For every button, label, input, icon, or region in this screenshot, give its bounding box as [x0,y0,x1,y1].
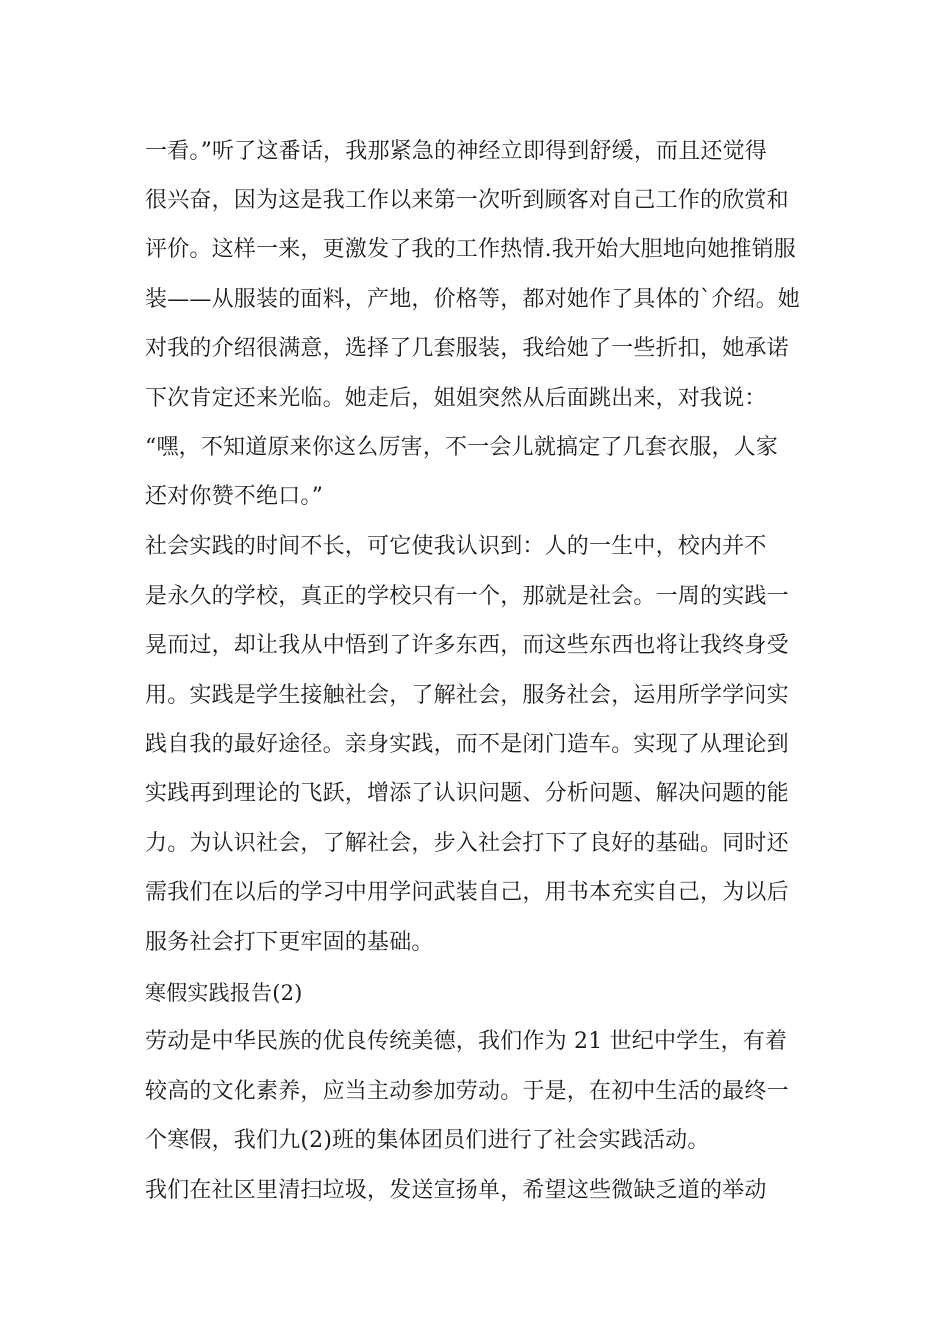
text-line: 劳动是中华民族的优良传统美德，我们作为 21 世纪中学生，有着 [145,1029,788,1054]
text-line: 装——从服装的面料，产地，价格等，都对她作了具体的`介绍。她 [145,287,801,312]
text-line: 用。实践是学生接触社会，了解社会，服务社会，运用所学学问实 [145,683,789,708]
text-line: “嘿，不知道原来你这么厉害，不一会儿就搞定了几套衣服，人家 [145,435,779,460]
text-line: 需我们在以后的学习中用学问武装自己，用书本充实自己，为以后 [145,880,789,905]
text-line: 社会实践的时间不长，可它使我认识到：人的一生中，校内并不 [145,534,767,559]
section-heading: 寒假实践报告(2) [145,981,303,1005]
text-line: 评价。这样一来，更激发了我的工作热情.我开始大胆地向她推销服 [145,237,796,262]
text-line: 很兴奋，因为这是我工作以来第一次听到顾客对自己工作的欣赏和 [145,188,789,213]
text-line: 还对你赞不绝口。” [145,484,324,509]
text-line: 下次肯定还来光临。她走后，姐姐突然从后面跳出来，对我说： [145,386,767,411]
text-line: 实践再到理论的飞跃，增添了认识问题、分析问题、解决问题的能 [145,781,789,806]
text-line: 践自我的最好途径。亲身实践，而不是闭门造车。实现了从理论到 [145,732,789,757]
text-line: 力。为认识社会，了解社会，步入社会打下了良好的基础。同时还 [145,831,789,856]
text-line: 个寒假，我们九(2)班的集体团员们进行了社会实践活动。 [145,1128,710,1153]
text-line: 较高的文化素养，应当主动参加劳动。于是，在初中生活的最终一 [145,1079,789,1104]
text-line: 一看。”听了这番话，我那紧急的神经立即得到舒缓，而且还觉得 [145,139,768,164]
text-line: 对我的介绍很满意，选择了几套服装，我给她了一些折扣，她承诺 [145,336,789,361]
text-line: 是永久的学校，真正的学校只有一个，那就是社会。一周的实践一 [145,584,789,609]
text-line: 服务社会打下更牢固的基础。 [145,930,434,955]
text-line: 我们在社区里清扫垃圾，发送宣扬单，希望这些微缺乏道的举动 [145,1178,767,1203]
text-line: 晃而过，却让我从中悟到了许多东西，而这些东西也将让我终身受 [145,633,789,658]
